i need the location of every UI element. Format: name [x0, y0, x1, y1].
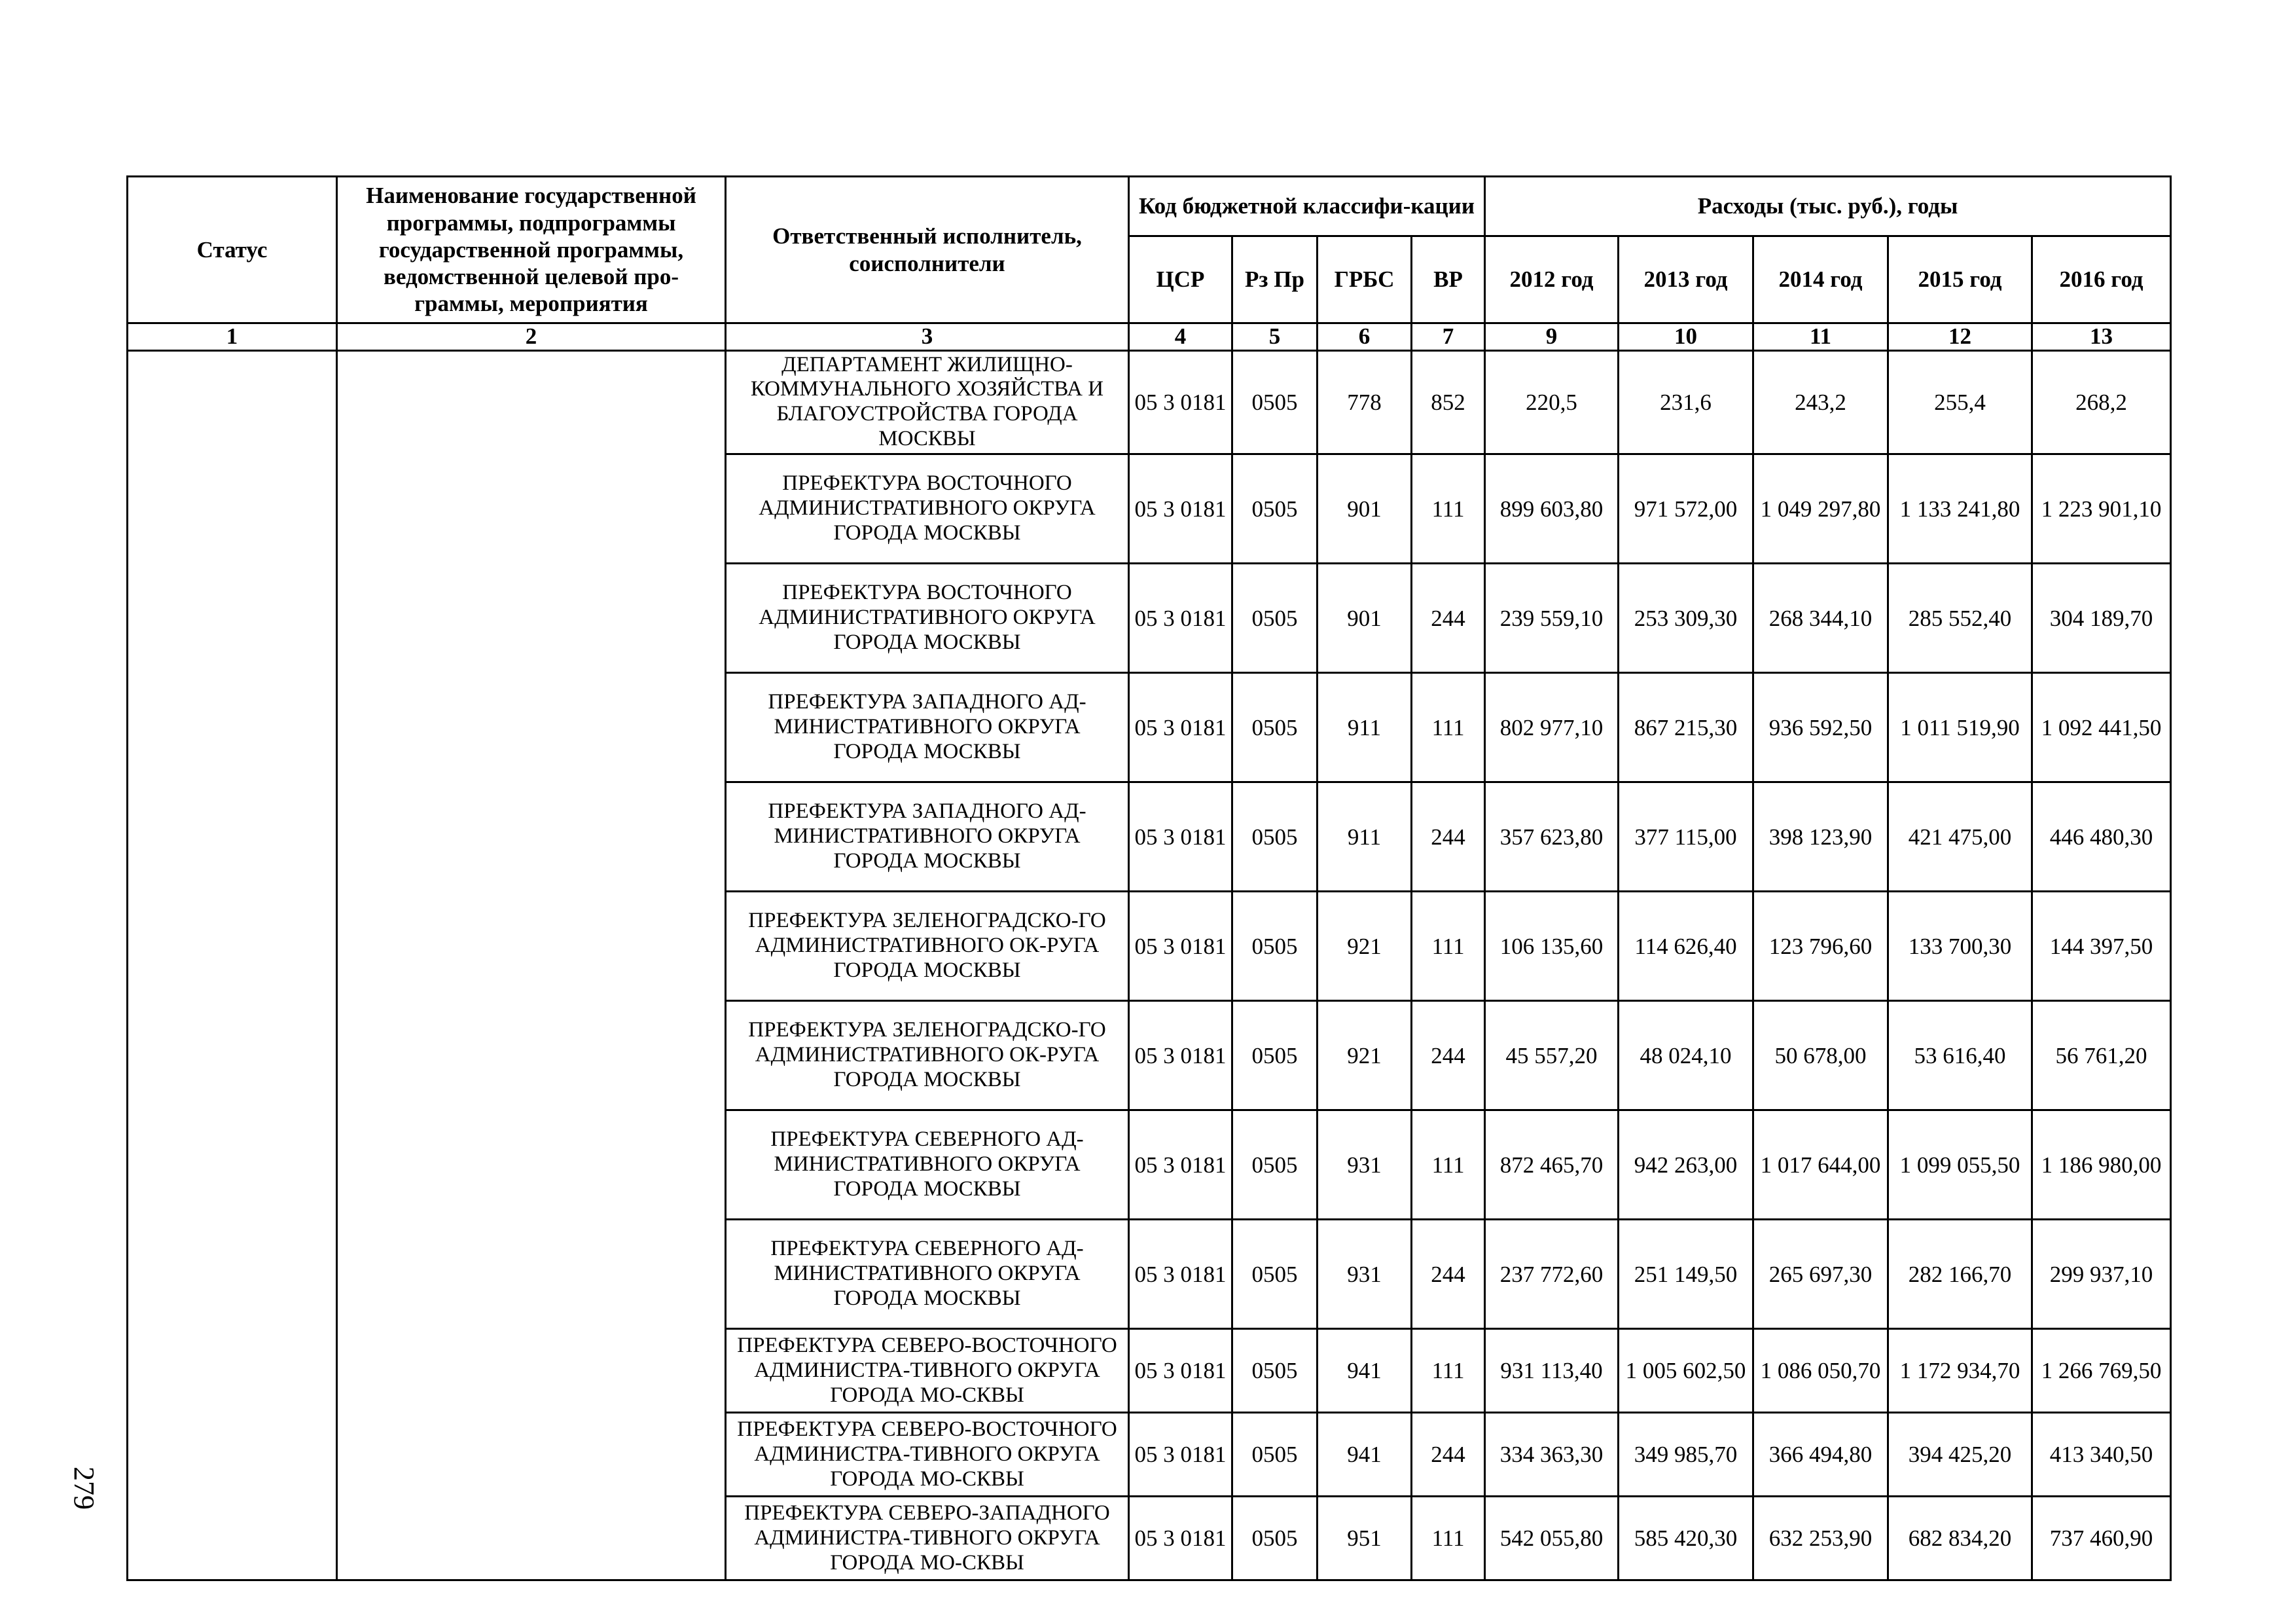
column-number: 3: [726, 323, 1129, 351]
value-2014: 50 678,00: [1753, 1001, 1888, 1110]
column-number: 4: [1129, 323, 1232, 351]
csr-cell: 05 3 0181: [1129, 564, 1232, 673]
rz-pr-cell: 0505: [1232, 564, 1318, 673]
value-2016: 299 937,10: [2032, 1220, 2171, 1329]
grbs-cell: 901: [1318, 564, 1412, 673]
csr-cell: 05 3 0181: [1129, 1497, 1232, 1580]
header-year-2012: 2012 год: [1485, 236, 1619, 323]
header-year-2014: 2014 год: [1753, 236, 1888, 323]
csr-cell: 05 3 0181: [1129, 1001, 1232, 1110]
header-program-name: Наименование государственной программы, подпрограммы государственной программы, ведомственной целевой про-граммы, мероприятия: [337, 177, 726, 323]
csr-cell: 05 3 0181: [1129, 892, 1232, 1001]
vr-cell: 111: [1412, 1110, 1485, 1220]
value-2016: 1 186 980,00: [2032, 1110, 2171, 1220]
header-grbs: ГРБС: [1318, 236, 1412, 323]
csr-cell: 05 3 0181: [1129, 350, 1232, 454]
column-number: 11: [1753, 323, 1888, 351]
csr-cell: 05 3 0181: [1129, 1329, 1232, 1413]
rz-pr-cell: 0505: [1232, 782, 1318, 892]
program-name-cell: [337, 350, 726, 1580]
rz-pr-cell: 0505: [1232, 1497, 1318, 1580]
column-number: 7: [1412, 323, 1485, 351]
vr-cell: 111: [1412, 1329, 1485, 1413]
value-2016: 304 189,70: [2032, 564, 2171, 673]
executor-cell: ПРЕФЕКТУРА ЗАПАДНОГО АД-МИНИСТРАТИВНОГО ОКРУГА ГОРОДА МОСКВЫ: [726, 673, 1129, 782]
value-2016: 56 761,20: [2032, 1001, 2171, 1110]
vr-cell: 244: [1412, 1413, 1485, 1497]
rz-pr-cell: 0505: [1232, 454, 1318, 564]
value-2012: 334 363,30: [1485, 1413, 1619, 1497]
header-csr: ЦСР: [1129, 236, 1232, 323]
value-2015: 394 425,20: [1888, 1413, 2032, 1497]
rz-pr-cell: 0505: [1232, 673, 1318, 782]
page-number-container: [68, 1467, 105, 1532]
header-expenses: Расходы (тыс. руб.), годы: [1485, 177, 2171, 236]
executor-cell: ПРЕФЕКТУРА ВОСТОЧНОГО АДМИНИСТРАТИВНОГО ОКРУГА ГОРОДА МОСКВЫ: [726, 564, 1129, 673]
vr-cell: 244: [1412, 1220, 1485, 1329]
header-year-2013: 2013 год: [1619, 236, 1753, 323]
value-2015: 1 133 241,80: [1888, 454, 2032, 564]
value-2015: 133 700,30: [1888, 892, 2032, 1001]
grbs-cell: 931: [1318, 1220, 1412, 1329]
vr-cell: 111: [1412, 892, 1485, 1001]
value-2016: 737 460,90: [2032, 1497, 2171, 1580]
value-2012: 872 465,70: [1485, 1110, 1619, 1220]
csr-cell: 05 3 0181: [1129, 1110, 1232, 1220]
vr-cell: 244: [1412, 564, 1485, 673]
vr-cell: 244: [1412, 782, 1485, 892]
value-2013: 253 309,30: [1619, 564, 1753, 673]
value-2012: 237 772,60: [1485, 1220, 1619, 1329]
header-rz-pr: Рз Пр: [1232, 236, 1318, 323]
header-executor: Ответственный исполнитель, соисполнители: [726, 177, 1129, 323]
value-2014: 936 592,50: [1753, 673, 1888, 782]
executor-cell: ПРЕФЕКТУРА СЕВЕРО-ВОСТОЧНОГО АДМИНИСТРА-ТИВНОГО ОКРУГА ГОРОДА МО-СКВЫ: [726, 1413, 1129, 1497]
csr-cell: 05 3 0181: [1129, 1413, 1232, 1497]
value-2012: 931 113,40: [1485, 1329, 1619, 1413]
value-2015: 282 166,70: [1888, 1220, 2032, 1329]
vr-cell: 111: [1412, 673, 1485, 782]
value-2012: 220,5: [1485, 350, 1619, 454]
csr-cell: 05 3 0181: [1129, 673, 1232, 782]
value-2013: 377 115,00: [1619, 782, 1753, 892]
value-2016: 268,2: [2032, 350, 2171, 454]
value-2015: 255,4: [1888, 350, 2032, 454]
table-body: [128, 350, 2171, 1580]
value-2016: 144 397,50: [2032, 892, 2171, 1001]
rz-pr-cell: 0505: [1232, 892, 1318, 1001]
value-2014: 1 086 050,70: [1753, 1329, 1888, 1413]
value-2012: 542 055,80: [1485, 1497, 1619, 1580]
value-2013: 971 572,00: [1619, 454, 1753, 564]
column-number: 5: [1232, 323, 1318, 351]
value-2014: 1 049 297,80: [1753, 454, 1888, 564]
header-vr: ВР: [1412, 236, 1485, 323]
executor-cell: ПРЕФЕКТУРА ЗЕЛЕНОГРАДСКО-ГО АДМИНИСТРАТИВНОГО ОК-РУГА ГОРОДА МОСКВЫ: [726, 1001, 1129, 1110]
value-2013: 251 149,50: [1619, 1220, 1753, 1329]
value-2015: 1 099 055,50: [1888, 1110, 2032, 1220]
column-number: 1: [128, 323, 337, 351]
executor-cell: ПРЕФЕКТУРА ЗАПАДНОГО АД-МИНИСТРАТИВНОГО ОКРУГА ГОРОДА МОСКВЫ: [726, 782, 1129, 892]
rz-pr-cell: 0505: [1232, 1413, 1318, 1497]
value-2014: 366 494,80: [1753, 1413, 1888, 1497]
value-2014: 265 697,30: [1753, 1220, 1888, 1329]
grbs-cell: 778: [1318, 350, 1412, 454]
value-2012: 45 557,20: [1485, 1001, 1619, 1110]
grbs-cell: 921: [1318, 892, 1412, 1001]
table-row: [128, 350, 2171, 454]
grbs-cell: 951: [1318, 1497, 1412, 1580]
vr-cell: 852: [1412, 350, 1485, 454]
csr-cell: 05 3 0181: [1129, 454, 1232, 564]
value-2012: 899 603,80: [1485, 454, 1619, 564]
grbs-cell: 911: [1318, 782, 1412, 892]
vr-cell: 111: [1412, 454, 1485, 564]
value-2014: 268 344,10: [1753, 564, 1888, 673]
value-2013: 231,6: [1619, 350, 1753, 454]
header-year-2016: 2016 год: [2032, 236, 2171, 323]
header-status: Статус: [128, 177, 337, 323]
column-number: 10: [1619, 323, 1753, 351]
vr-cell: 111: [1412, 1497, 1485, 1580]
value-2013: 1 005 602,50: [1619, 1329, 1753, 1413]
csr-cell: 05 3 0181: [1129, 782, 1232, 892]
value-2016: 1 223 901,10: [2032, 454, 2171, 564]
csr-cell: 05 3 0181: [1129, 1220, 1232, 1329]
grbs-cell: 941: [1318, 1413, 1412, 1497]
page-number: 279: [68, 1467, 100, 1510]
value-2012: 357 623,80: [1485, 782, 1619, 892]
value-2014: 123 796,60: [1753, 892, 1888, 1001]
column-number: 13: [2032, 323, 2171, 351]
value-2016: 446 480,30: [2032, 782, 2171, 892]
value-2014: 243,2: [1753, 350, 1888, 454]
executor-cell: ПРЕФЕКТУРА ЗЕЛЕНОГРАДСКО-ГО АДМИНИСТРАТИВНОГО ОК-РУГА ГОРОДА МОСКВЫ: [726, 892, 1129, 1001]
executor-cell: ПРЕФЕКТУРА СЕВЕРНОГО АД-МИНИСТРАТИВНОГО ОКРУГА ГОРОДА МОСКВЫ: [726, 1220, 1129, 1329]
value-2015: 682 834,20: [1888, 1497, 2032, 1580]
executor-cell: ДЕПАРТАМЕНТ ЖИЛИЩНО-КОММУНАЛЬНОГО ХОЗЯЙСТВА И БЛАГОУСТРОЙСТВА ГОРОДА МОСКВЫ: [726, 350, 1129, 454]
column-number: 9: [1485, 323, 1619, 351]
rz-pr-cell: 0505: [1232, 1110, 1318, 1220]
value-2015: 1 172 934,70: [1888, 1329, 2032, 1413]
value-2013: 867 215,30: [1619, 673, 1753, 782]
grbs-cell: 921: [1318, 1001, 1412, 1110]
value-2013: 48 024,10: [1619, 1001, 1753, 1110]
column-number: 12: [1888, 323, 2032, 351]
rz-pr-cell: 0505: [1232, 1329, 1318, 1413]
value-2015: 53 616,40: [1888, 1001, 2032, 1110]
value-2012: 239 559,10: [1485, 564, 1619, 673]
column-number: 2: [337, 323, 726, 351]
value-2013: 585 420,30: [1619, 1497, 1753, 1580]
grbs-cell: 941: [1318, 1329, 1412, 1413]
header-year-2015: 2015 год: [1888, 236, 2032, 323]
value-2013: 349 985,70: [1619, 1413, 1753, 1497]
column-number: 6: [1318, 323, 1412, 351]
status-cell: [128, 350, 337, 1580]
column-number-row: [128, 323, 2171, 351]
value-2014: 398 123,90: [1753, 782, 1888, 892]
value-2016: 1 092 441,50: [2032, 673, 2171, 782]
executor-cell: ПРЕФЕКТУРА ВОСТОЧНОГО АДМИНИСТРАТИВНОГО ОКРУГА ГОРОДА МОСКВЫ: [726, 454, 1129, 564]
vr-cell: 244: [1412, 1001, 1485, 1110]
header-budget-code: Код бюджетной классифи-кации: [1129, 177, 1485, 236]
value-2015: 1 011 519,90: [1888, 673, 2032, 782]
rz-pr-cell: 0505: [1232, 350, 1318, 454]
budget-table: [126, 175, 2172, 1581]
value-2015: 421 475,00: [1888, 782, 2032, 892]
executor-cell: ПРЕФЕКТУРА СЕВЕРО-ВОСТОЧНОГО АДМИНИСТРА-ТИВНОГО ОКРУГА ГОРОДА МО-СКВЫ: [726, 1329, 1129, 1413]
value-2015: 285 552,40: [1888, 564, 2032, 673]
value-2016: 413 340,50: [2032, 1413, 2171, 1497]
grbs-cell: 901: [1318, 454, 1412, 564]
value-2012: 802 977,10: [1485, 673, 1619, 782]
rz-pr-cell: 0505: [1232, 1001, 1318, 1110]
executor-cell: ПРЕФЕКТУРА СЕВЕРНОГО АД-МИНИСТРАТИВНОГО ОКРУГА ГОРОДА МОСКВЫ: [726, 1110, 1129, 1220]
value-2014: 1 017 644,00: [1753, 1110, 1888, 1220]
value-2012: 106 135,60: [1485, 892, 1619, 1001]
value-2014: 632 253,90: [1753, 1497, 1888, 1580]
grbs-cell: 931: [1318, 1110, 1412, 1220]
rz-pr-cell: 0505: [1232, 1220, 1318, 1329]
value-2013: 942 263,00: [1619, 1110, 1753, 1220]
executor-cell: ПРЕФЕКТУРА СЕВЕРО-ЗАПАДНОГО АДМИНИСТРА-ТИВНОГО ОКРУГА ГОРОДА МО-СКВЫ: [726, 1497, 1129, 1580]
grbs-cell: 911: [1318, 673, 1412, 782]
value-2016: 1 266 769,50: [2032, 1329, 2171, 1413]
value-2013: 114 626,40: [1619, 892, 1753, 1001]
